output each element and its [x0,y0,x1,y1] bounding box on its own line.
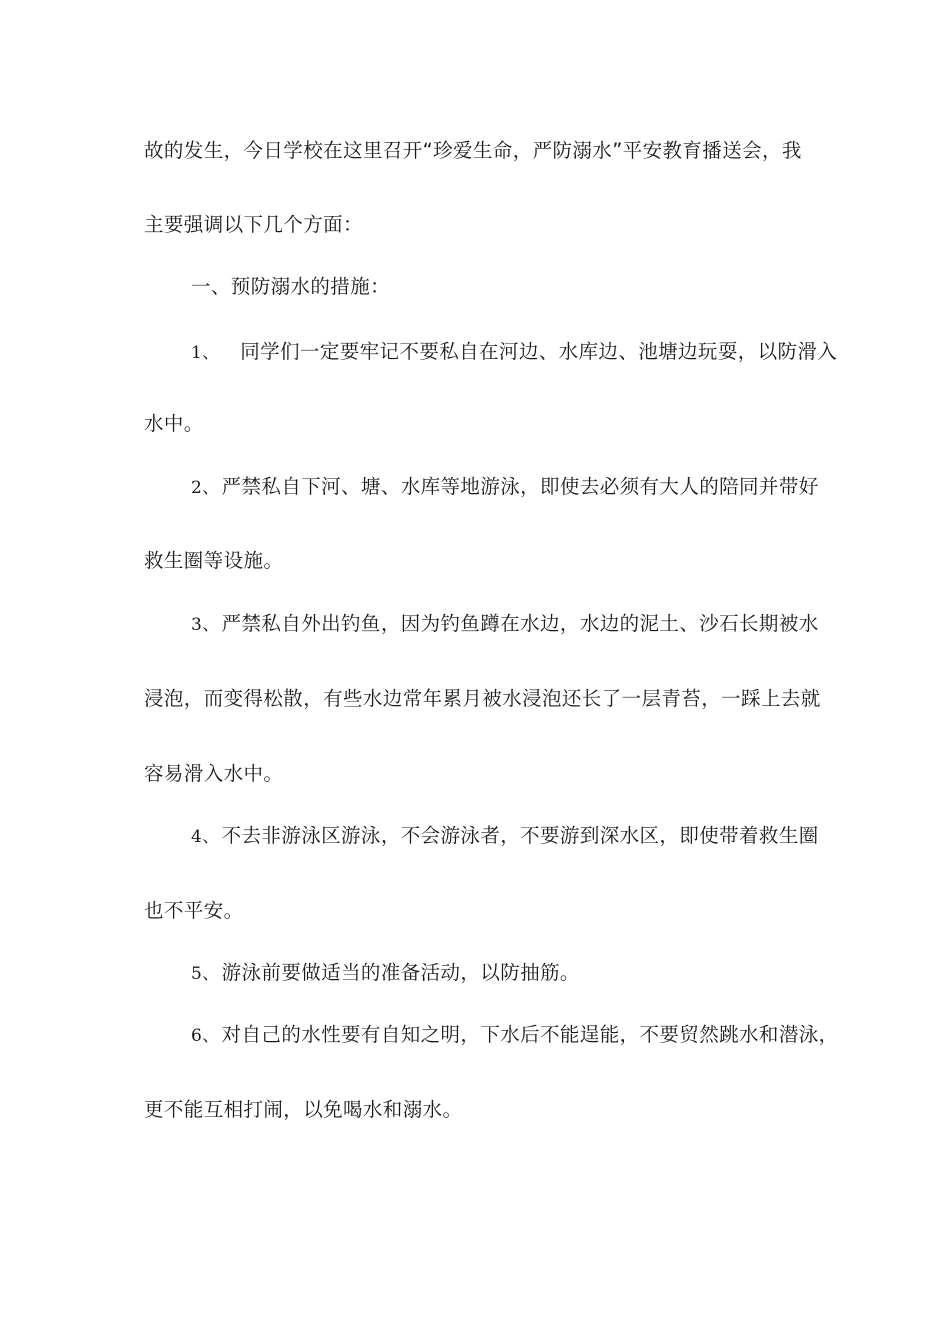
list-number: 5、 [191,964,220,984]
list-item-3-line-2: 浸泡，而变得松散，有些水边常年累月被水浸泡还长了一层青苔，一踩上去就 [144,687,821,710]
section-heading: 一、预防溺水的措施： [191,275,391,298]
list-item-1-line-1 [191,338,871,367]
list-item-4-line-1 [191,822,871,851]
list-item-3-line-1 [191,610,871,639]
list-item-6-line-1 [191,1021,871,1050]
list-number: 6、 [191,1026,220,1046]
paragraph-line-intro-1: 故的发生，今日学校在这里召开“珍爱生命，严防溺水”平安教育播送会，我 [144,139,802,162]
list-number: 4、 [191,827,220,847]
list-item-text: 不去非游泳区游泳，不会游泳者，不要游到深水区，即使带着救生圈 [221,824,819,847]
list-item-text: 严禁私自外出钓鱼，因为钓鱼蹲在水边，水边的泥土、沙石长期被水 [221,612,819,635]
list-number: 3、 [191,615,220,635]
list-item-text: 同学们一定要牢记不要私自在河边、水库边、池塘边玩耍，以防滑入 [240,340,838,363]
list-number: 2、 [191,478,220,498]
list-item-3-line-3: 容易滑入水中。 [144,762,284,785]
list-item-text: 严禁私自下河、塘、水库等地游泳，即使去必须有大人的陪同并带好 [221,475,819,498]
list-item-text: 游泳前要做适当的准备活动，以防抽筋。 [221,961,580,984]
list-number: 1、 [191,343,220,363]
list-item-1-line-2: 水中。 [144,412,204,435]
list-item-5-line-1 [191,959,871,988]
list-item-6-line-2: 更不能互相打闹，以免喝水和溺水。 [144,1098,463,1121]
list-item-2-line-2: 救生圈等设施。 [144,549,284,572]
list-item-4-line-2: 也不平安。 [144,899,244,922]
list-item-2-line-1 [191,473,871,502]
list-item-text: 对自己的水性要有自知之明，下水后不能逞能，不要贸然跳水和潜泳， [221,1023,839,1046]
paragraph-line-intro-2: 主要强调以下几个方面： [144,213,363,236]
